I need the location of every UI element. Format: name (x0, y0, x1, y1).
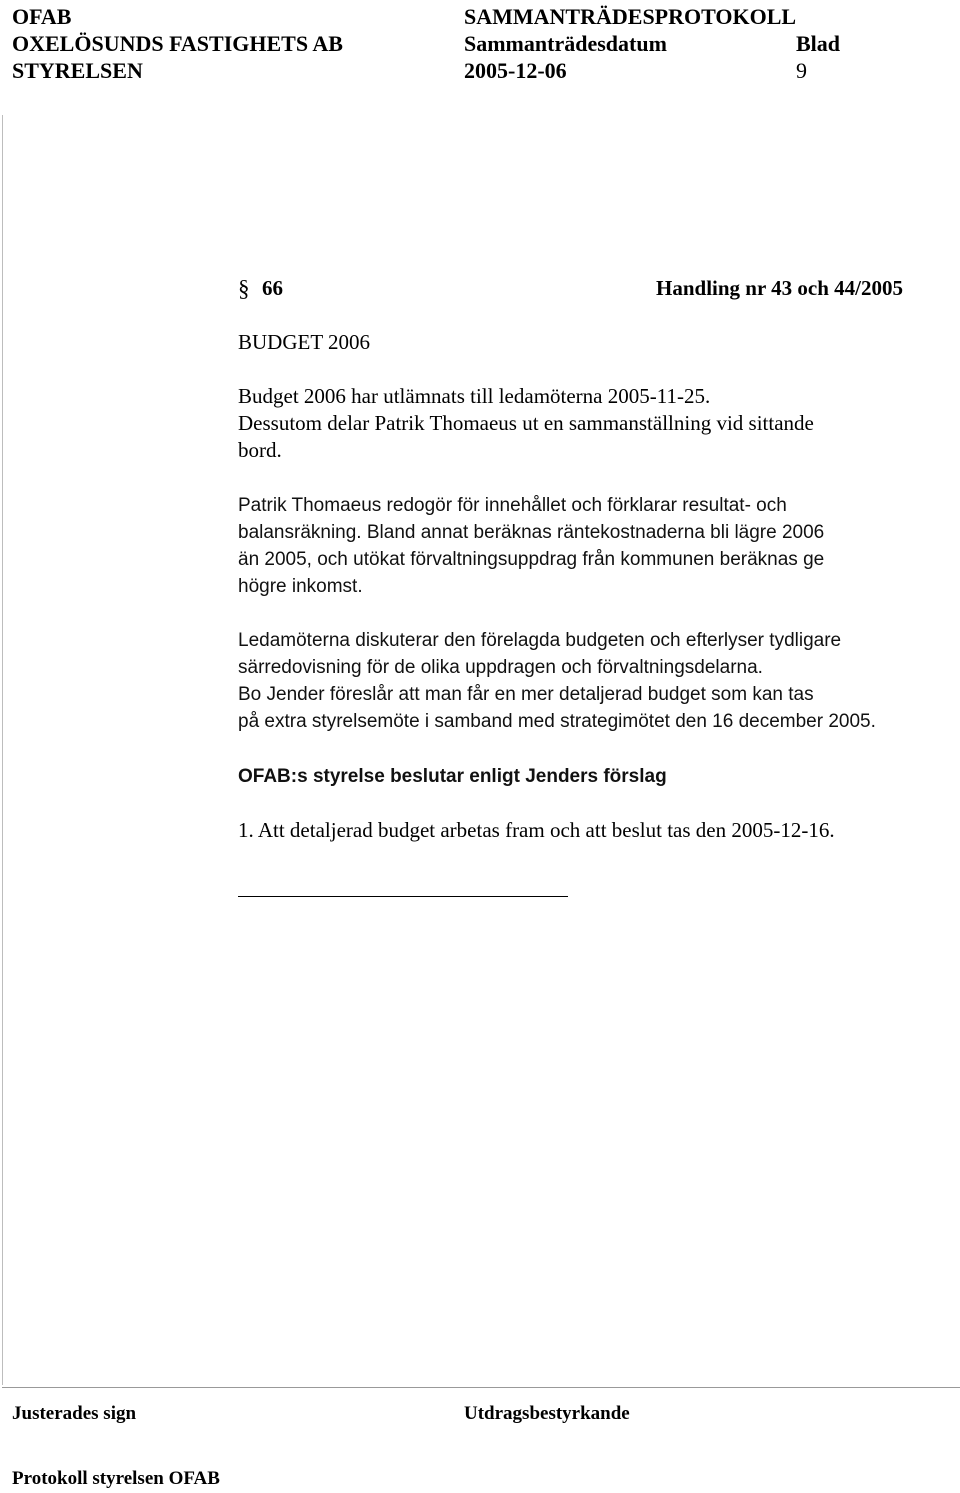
paragraph-1-line-1: Budget 2006 har utlämnats till ledamöterna 2005-11-25. (238, 384, 711, 408)
decision-item-1: 1. Att detaljerad budget arbetas fram och att beslut tas den 2005-12-16. (238, 818, 835, 842)
paragraph-2-line-1: Patrik Thomaeus redogör för innehållet och förklarar resultat- och (238, 495, 787, 516)
paragraph-1-line-2: Dessutom delar Patrik Thomaeus ut en sammanställning vid sittande (238, 411, 814, 435)
org-full: OXELÖSUNDS FASTIGHETS AB (12, 31, 343, 56)
date-value: 2005-12-06 (464, 58, 567, 83)
protocol-title: SAMMANTRÄDESPROTOKOLL (464, 4, 797, 29)
certify-label: Utdragsbestyrkande (464, 1403, 630, 1424)
section-title: BUDGET 2006 (238, 330, 371, 354)
paragraph-3-line-1: Ledamöterna diskuterar den förelagda budgeten och efterlyser tydligare (238, 630, 842, 651)
date-label: Sammanträdesdatum (464, 31, 667, 56)
paragraph-1-line-3: bord. (238, 438, 282, 462)
page-label: Blad (796, 31, 841, 56)
paragraph-2-line-2: balansräkning. Bland annat beräknas räntekostnaderna bli lägre 2006 (238, 522, 825, 543)
paragraph-3-line-2: särredovisning för de olika uppdragen och förvaltningsdelarna. (238, 657, 763, 678)
page-value: 9 (796, 58, 807, 83)
org-short: OFAB (12, 4, 72, 29)
decision-heading: OFAB:s styrelse beslutar enligt Jenders förslag (238, 766, 667, 787)
section-number: 66 (262, 276, 283, 300)
footer-divider (2, 1387, 960, 1388)
paragraph-2-line-4: högre inkomst. (238, 576, 363, 597)
body-name: STYRELSEN (12, 58, 143, 83)
paragraph-3-line-3: Bo Jender föreslår att man får en mer detaljerad budget som kan tas (238, 684, 814, 705)
sign-label: Justerades sign (12, 1403, 137, 1424)
paragraph-2-line-3: än 2005, och utökat förvaltningsuppdrag från kommunen beräknas ge (238, 549, 825, 570)
section-reference: Handling nr 43 och 44/2005 (656, 276, 903, 300)
margin-line (2, 115, 3, 1385)
document-name: Protokoll styrelsen OFAB (12, 1468, 220, 1489)
signature-rule (238, 896, 568, 897)
section-symbol: § (238, 276, 250, 301)
paragraph-3-line-4: på extra styrelsemöte i samband med strategimötet den 16 december 2005. (238, 711, 876, 732)
